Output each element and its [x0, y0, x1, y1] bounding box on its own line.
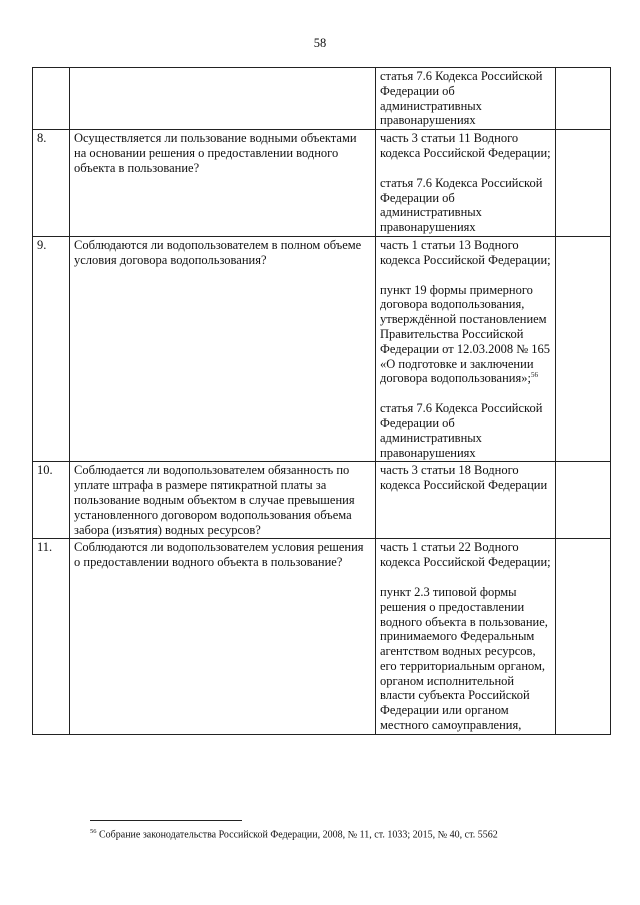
- question-text: Соблюдаются ли водопользователем условия решения о предоставлении водного объекта в пользование?: [70, 539, 376, 735]
- table-row: [33, 236, 611, 461]
- row-number: 8.: [33, 130, 70, 237]
- question-text: [70, 68, 376, 130]
- footnote-text: Собрание законодательства Российской Федерации, 2008, № 11, ст. 1033; 2015, № 40, ст. 5562: [99, 829, 498, 841]
- reference-item: пункт 19 формы примерного договора водопользования, утверждённой постановлением Правительства Российской Федерации от 12.03.2008 № 165 «О подготовке и заключении договора водопользования»;: [380, 282, 551, 386]
- legal-reference: [376, 68, 556, 130]
- row-number: [33, 68, 70, 130]
- table-row: [33, 68, 611, 130]
- question-text: Соблюдаются ли водопользователем в полном объеме условия договора водопользования?: [70, 236, 376, 461]
- legal-reference: [376, 539, 556, 735]
- empty-cell: [556, 462, 611, 539]
- table-row: [33, 539, 611, 735]
- empty-cell: [556, 236, 611, 461]
- footnote-divider: [90, 820, 242, 821]
- checklist-table: [32, 67, 611, 735]
- reference-item: статья 7.6 Кодекса Российской Федерации об административных правонарушениях: [380, 69, 543, 128]
- reference-item: часть 3 статьи 18 Водного кодекса Российской Федерации: [380, 463, 548, 493]
- table-row: [33, 130, 611, 237]
- reference-item: часть 1 статьи 22 Водного кодекса Российской Федерации;: [380, 540, 551, 570]
- footnote-mark: 56: [530, 371, 538, 380]
- empty-cell: [556, 130, 611, 237]
- table-row: [33, 462, 611, 539]
- row-number: 11.: [33, 539, 70, 735]
- empty-cell: [556, 68, 611, 130]
- page-number: 58: [313, 36, 327, 50]
- footnote-number: 56: [90, 828, 97, 835]
- reference-item: статья 7.6 Кодекса Российской Федерации об административных правонарушениях: [380, 401, 543, 460]
- legal-reference: [376, 130, 556, 237]
- question-text: Осуществляется ли пользование водными объектами на основании решения о предоставлении водного объекта в пользование?: [70, 130, 376, 237]
- legal-reference: [376, 462, 556, 539]
- question-text: Соблюдается ли водопользователем обязанность по уплате штрафа в размере пятикратной платы за пользование водным объектом в случае превышения установленного договором водопользования объема забора (изъятия) водных ресурсов?: [70, 462, 376, 539]
- reference-item-with-footnote: [380, 283, 551, 387]
- row-number: 10.: [33, 462, 70, 539]
- reference-item: пункт 2.3 типовой формы решения о предоставлении водного объекта в пользование, принимаемого Федеральным агентством водных ресурсов, его территориальным органом, органом исполнительной власти субъекта Российской Федерации или органом местного самоуправления,: [380, 584, 548, 733]
- legal-reference: [376, 236, 556, 461]
- empty-cell: [556, 539, 611, 735]
- footnote: [90, 826, 610, 841]
- reference-item: статья 7.6 Кодекса Российской Федерации об административных правонарушениях: [380, 175, 543, 235]
- row-number: 9.: [33, 236, 70, 461]
- reference-item: часть 3 статьи 11 Водного кодекса Российской Федерации;: [380, 131, 551, 160]
- reference-item: часть 1 статьи 13 Водного кодекса Российской Федерации;: [380, 237, 551, 267]
